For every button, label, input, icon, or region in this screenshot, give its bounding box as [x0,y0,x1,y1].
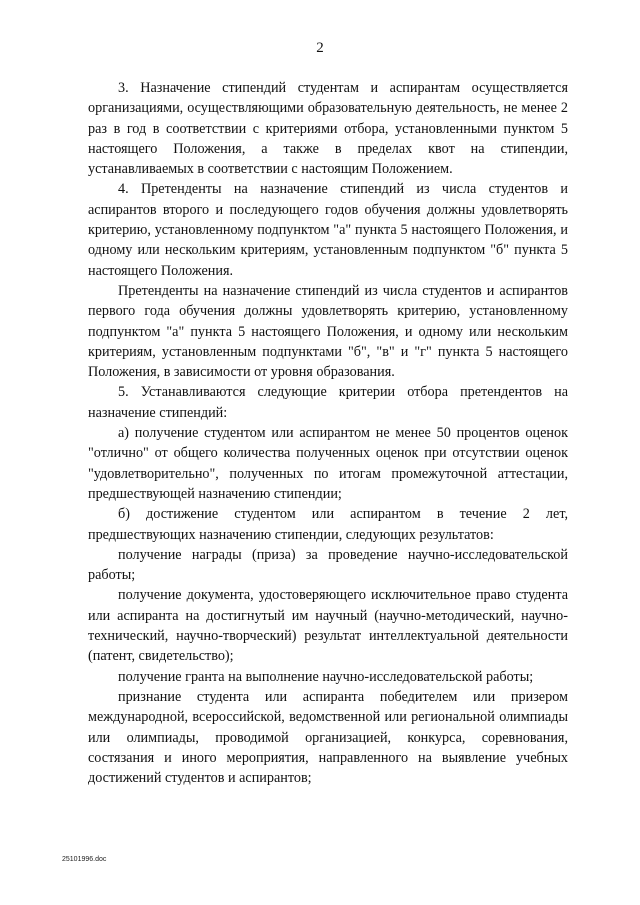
criterion-b-patent: получение документа, удостоверяющего исключительное право студента или аспиранта на достигнутый им научный (научно-методический, научно-технический, научно-творческий) результат интеллектуальной деятельности (патент, свидетельство); [88,587,568,665]
criterion-b-olympiad: признание студента или аспиранта победителем или призером международной, всероссийской, ведомственной или региональной олимпиады или олимпиады, проводимой организацией, конкурса, соревнования, состязания и иного мероприятия, направленного на выявление учебных достижений студентов и аспирантов; [88,688,568,787]
paragraph-first-year-applicants: Претенденты на назначение стипендий из числа студентов и аспирантов первого года обучения должны удовлетворять критерию, установленному подпунктом "а" пункта 5 настоящего Положения, и одному или нескольким критериям, установленным подпунктами "б", "в" и "г" пункта 5 настоящего Положения, в зависимости от уровня образования. [88,282,568,381]
paragraph-item-3: 3. Назначение стипендий студентам и аспирантам осуществляется организациями, осуществляющими образовательную деятельность, не менее 2 раз в год в соответствии с критериями отбора, установленными пунктом 5 настоящего Положения, а также в пределах квот на стипендии, устанавливаемых в соответствии с настоящим Положением. [88,80,568,178]
file-name-footer: 25101996.doc [62,856,107,863]
criterion-b: б) достижение студентом или аспирантом в течение 2 лет, предшествующих назначению стипендии, следующих результатов: [88,506,568,543]
criterion-b-grant: получение гранта на выполнение научно-исследовательской работы; [118,668,534,685]
document-body [88,78,568,788]
paragraph-item-4: 4. Претенденты на назначение стипендий из числа студентов и аспирантов второго и последующего годов обучения должны удовлетворять критерию, установленному подпунктом "а" пункта 5 настоящего Положения, и одному или нескольким критериям, установленным подпунктом "б" пункта 5 настоящего Положения. [88,181,568,279]
paragraph-item-5: 5. Устанавливаются следующие критерии отбора претендентов на назначение стипендий: [88,384,568,421]
criterion-a: а) получение студентом или аспирантом не менее 50 процентов оценок "отлично" от общего количества полученных оценок при отсутствии оценок "удовлетворительно", полученных по итогам промежуточной аттестации, предшествующей назначению стипендии; [88,425,568,502]
criterion-b-award: получение награды (приза) за проведение научно-исследовательской работы; [88,546,568,584]
page-number: 2 [316,40,324,56]
